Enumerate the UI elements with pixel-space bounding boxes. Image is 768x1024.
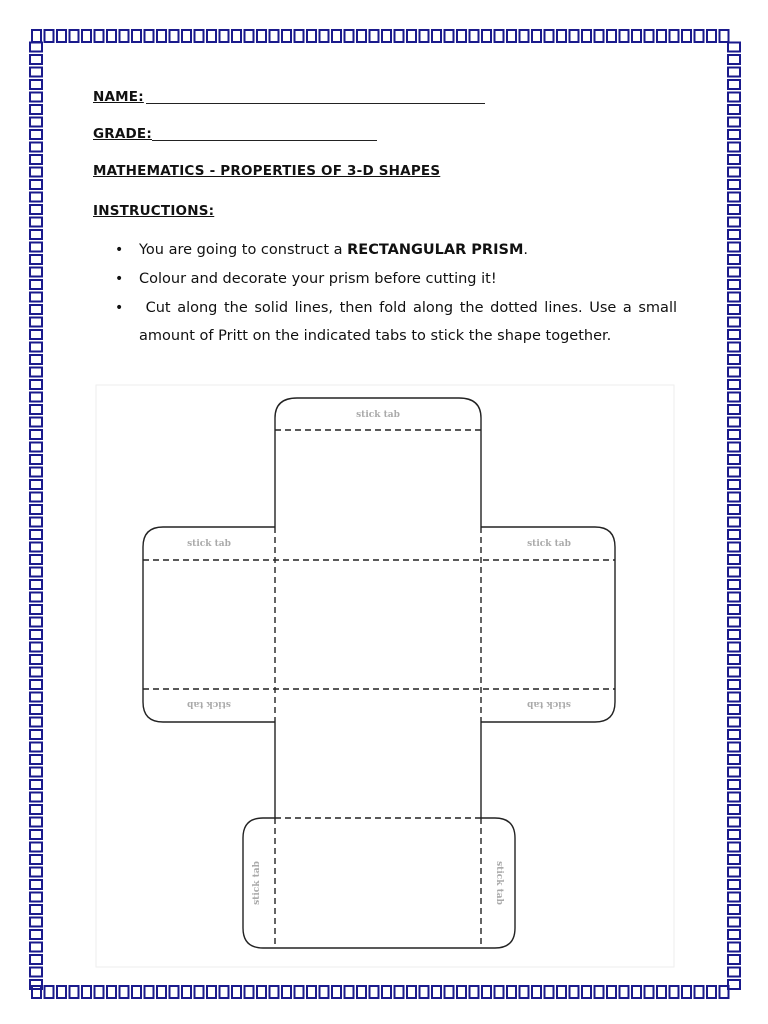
instruction-item: • You are going to construct a RECTANGULAR PRISM. — [112, 236, 677, 264]
worksheet-title: MATHEMATICS - PROPERTIES OF 3-D SHAPES — [93, 163, 441, 179]
stick-tab-label: stick tab — [356, 410, 400, 420]
stick-tab-label: stick tab — [187, 539, 231, 549]
grade-label: GRADE: — [93, 126, 152, 142]
stick-tab-label: stick tab — [494, 861, 504, 905]
stick-tab-label: stick tab — [527, 699, 571, 709]
name-label: NAME: — [93, 89, 144, 105]
stick-tab-label: stick tab — [527, 539, 571, 549]
instruction-item: • Colour and decorate your prism before cutting it! — [112, 265, 677, 293]
instructions-heading: INSTRUCTIONS: — [93, 203, 215, 219]
shape-name: RECTANGULAR PRISM — [347, 242, 524, 258]
stick-tab-label: stick tab — [187, 699, 231, 709]
instruction-item: • Cut along the solid lines, then fold along the dotted lines. Use a small amount of Pritt on the indicated tabs to stick the shape together. — [112, 294, 677, 350]
stick-tab-label: stick tab — [252, 861, 262, 905]
